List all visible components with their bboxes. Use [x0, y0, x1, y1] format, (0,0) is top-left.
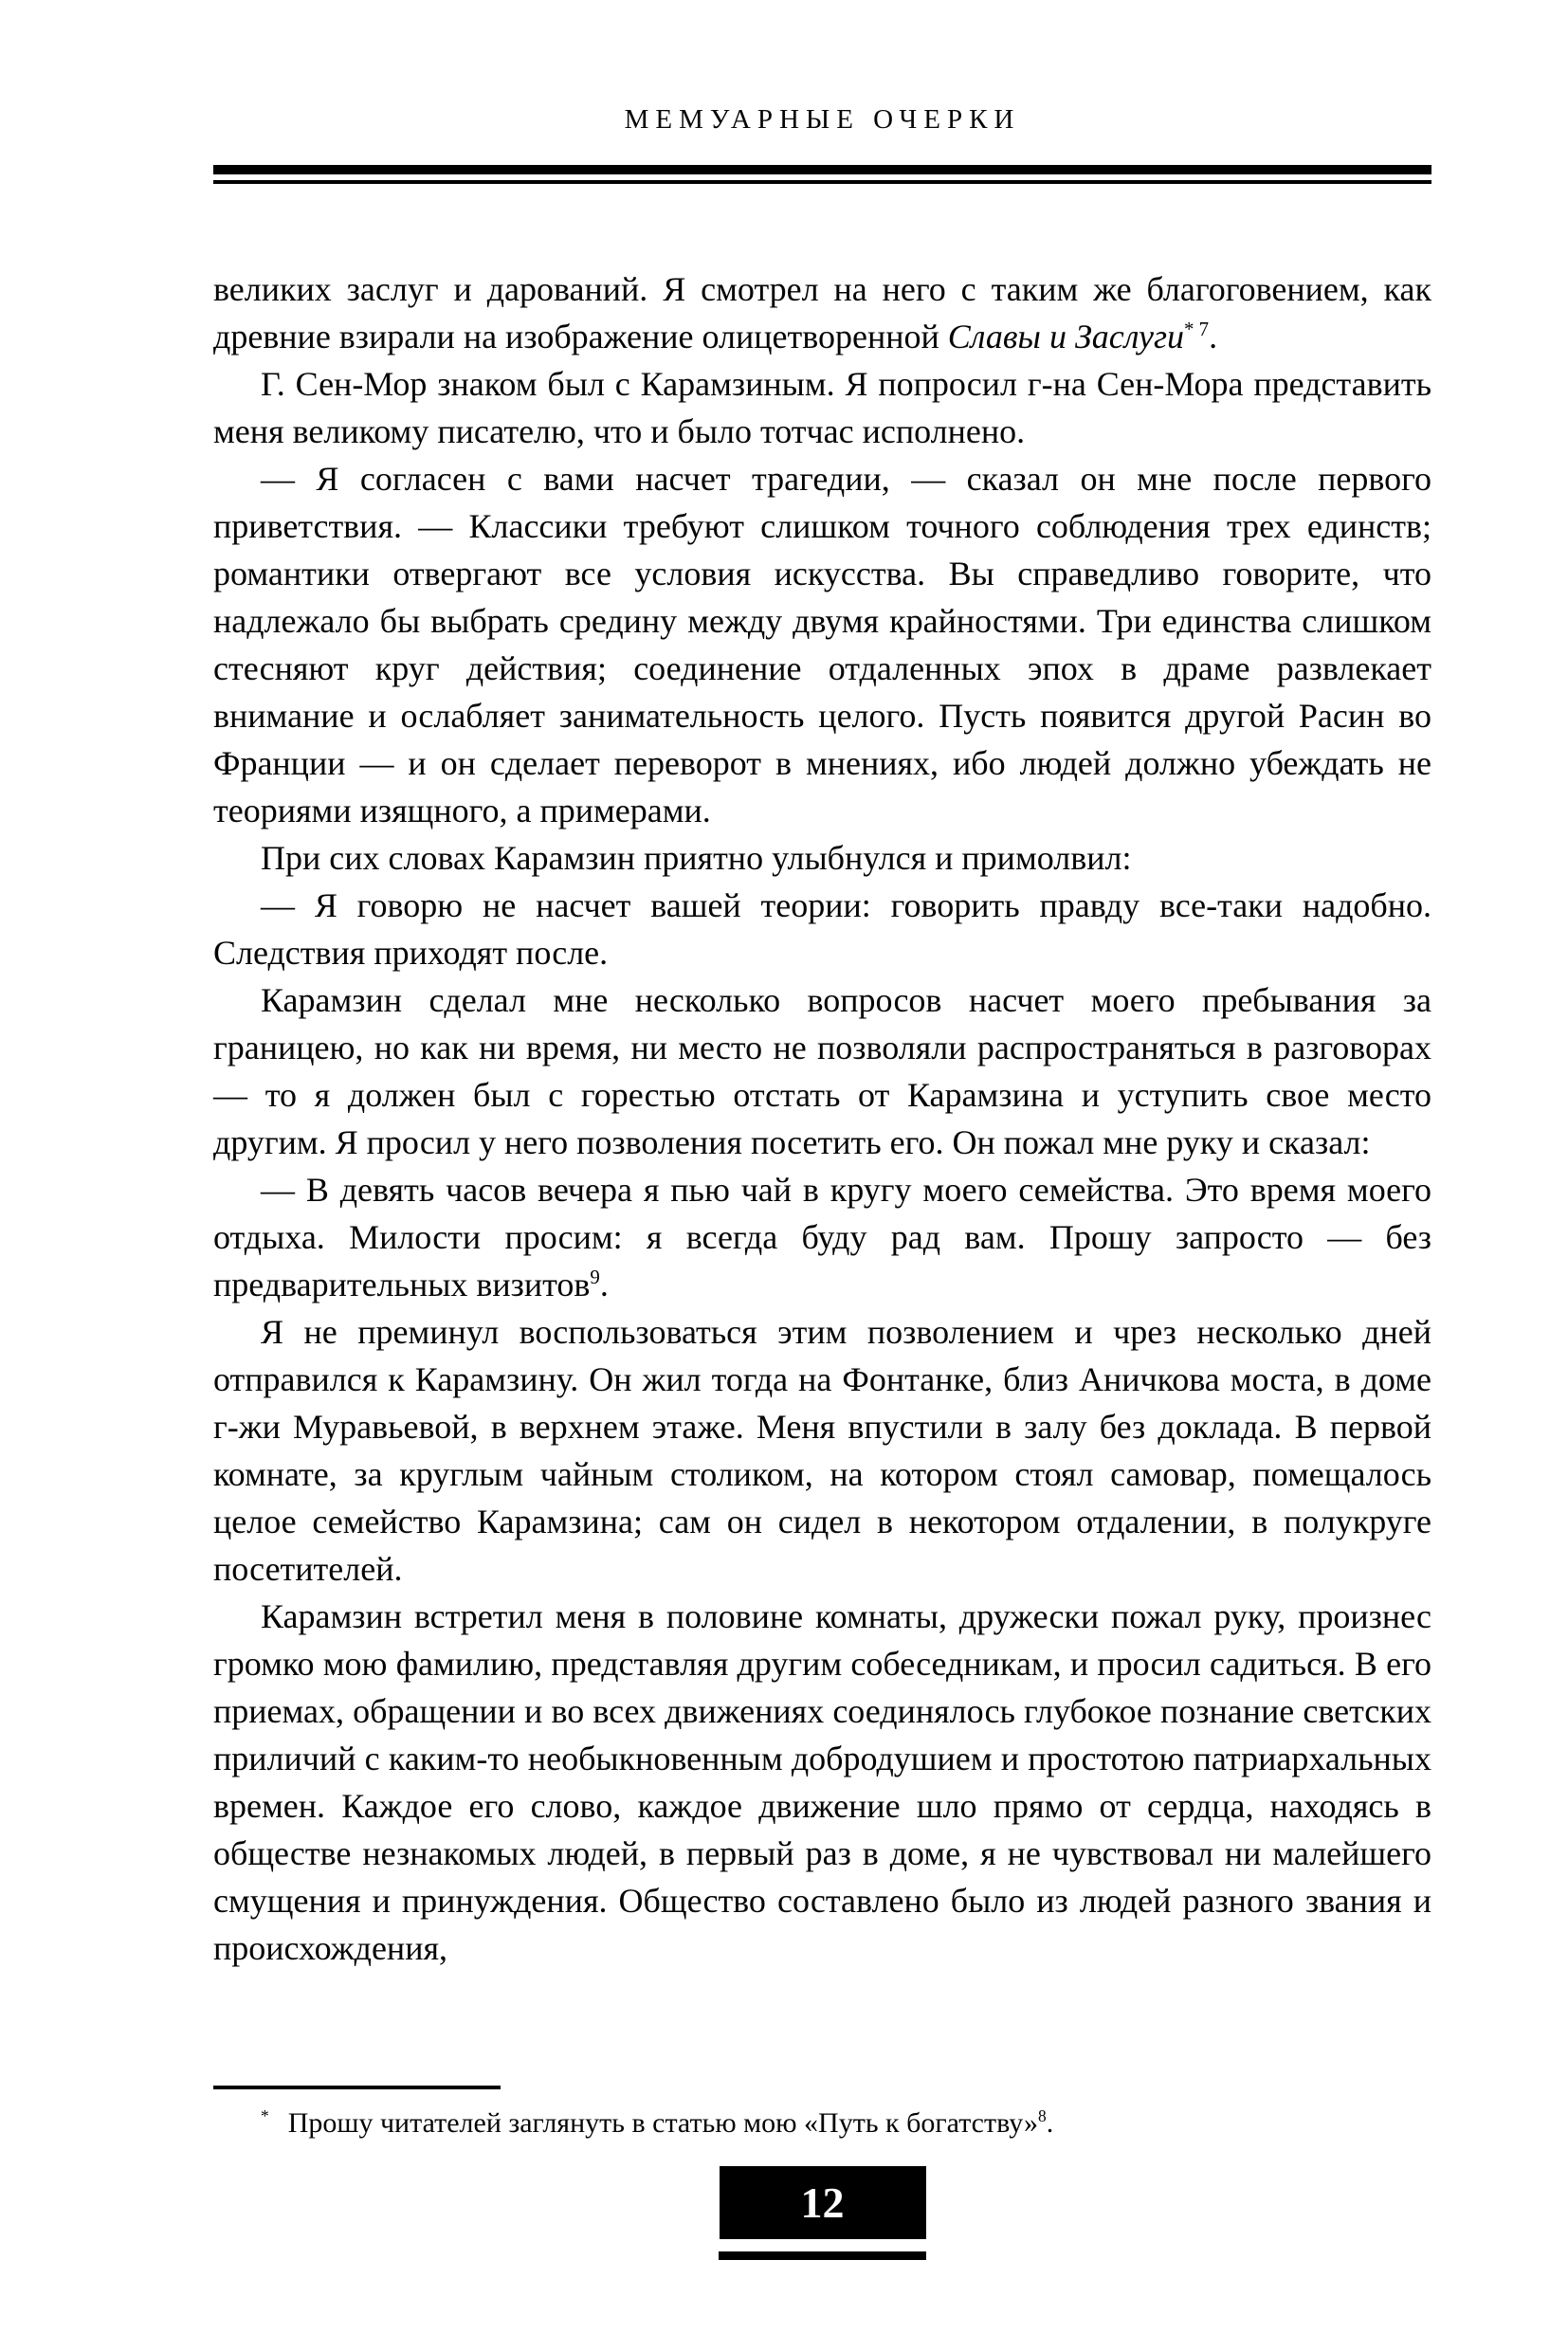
- paragraph: — Я согласен с вами насчет трагедии, — сказал он мне после первого приветствия. — Классики требуют слишком точного соблюдения трех единств; романтики отвергают все условия искусства. Вы справедливо говорите, что надлежало бы выбрать средину между двумя крайностями. Три единства слишком стесняют круг действия; соединение отдаленных эпох в драме развлекает внимание и ослабляет занимательность целого. Пусть появится другой Расин во Франции — и он сделает переворот в мнениях, ибо людей должно убеждать не теориями изящного, а примерами.: [213, 460, 1431, 829]
- header-rule-thin: [213, 180, 1431, 184]
- footnote-marker: *: [261, 2106, 269, 2125]
- page-number-rule: [719, 2251, 926, 2260]
- paragraph: — В девять часов вечера я пью чай в кругу моего семейства. Это время моего отдыха. Милости просим: я всегда буду рад вам. Прошу запросто — без предварительных визитов$^9$.: [213, 1171, 1431, 1303]
- header-rule-thick: [213, 165, 1431, 174]
- paragraph: великих заслуг и дарований. Я смотрел на него с таким же благоговением, как древние взирали на изображение олицетворенной Славы и Заслуги$^{* 7}$.: [213, 270, 1431, 355]
- footnote: [213, 2086, 1431, 2142]
- footnote-text: [213, 2105, 1431, 2142]
- paragraph: Я не преминул воспользоваться этим позволением и чрез несколько дней отправился к Карамзину. Он жил тогда на Фонтанке, близ Аничкова моста, в доме г-жи Муравьевой, в верхнем этаже. Меня впустили в залу без доклада. В первой комнате, за круглым чайным столиком, на котором стоял самовар, помещалось целое семейство Карамзина; сам он сидел в некотором отдалении, в полукруге посетителей.: [213, 1313, 1431, 1588]
- page-number: 12: [800, 2178, 845, 2227]
- paragraph: Карамзин сделал мне несколько вопросов насчет моего пребывания за границею, но как ни время, ни место не позволяли распространяться в разговорах — то я должен был с горестью отстать от Карамзина и уступить свое место другим. Я просил у него позволения посетить его. Он пожал мне руку и сказал:: [213, 981, 1431, 1161]
- footnote-body: Прошу читателей заглянуть в статью мою «Путь к богатству»$^8$.: [287, 2106, 1054, 2139]
- paragraph: При сих словах Карамзин приятно улыбнулся и примолвил:: [261, 839, 1132, 877]
- paragraph: — Я говорю не насчет вашей теории: говорить правду все-таки надобно. Следствия приходят после.: [213, 886, 1431, 972]
- footnote-rule: [213, 2086, 501, 2089]
- page-number-box: [720, 2166, 926, 2239]
- page-number-block: [213, 2166, 1431, 2260]
- page-header: [213, 0, 1431, 184]
- body-text: [213, 265, 1431, 1972]
- paragraph: Карамзин встретил меня в половине комнаты, дружески пожал руку, произнес громко мою фамилию, представляя другим собеседникам, и просил садиться. В его приемах, обращении и во всех движениях соединялось глубокое познание светских приличий с каким-то необыкновенным добродушием и простотою патриархальных времен. Каждое его слово, каждое движение шло прямо от сердца, находясь в обществе незнакомых людей, в первый раз в доме, я не чувствовал ни малейшего смущения и принуждения. Общество составлено было из людей разного звания и происхождения,: [213, 1597, 1431, 1967]
- running-head: МЕМУАРНЫЕ ОЧЕРКИ: [624, 104, 1021, 135]
- paragraph: Г. Сен-Мор знаком был с Карамзиным. Я попросил г-на Сен-Мора представить меня великому писателю, что и было тотчас исполнено.: [213, 365, 1431, 450]
